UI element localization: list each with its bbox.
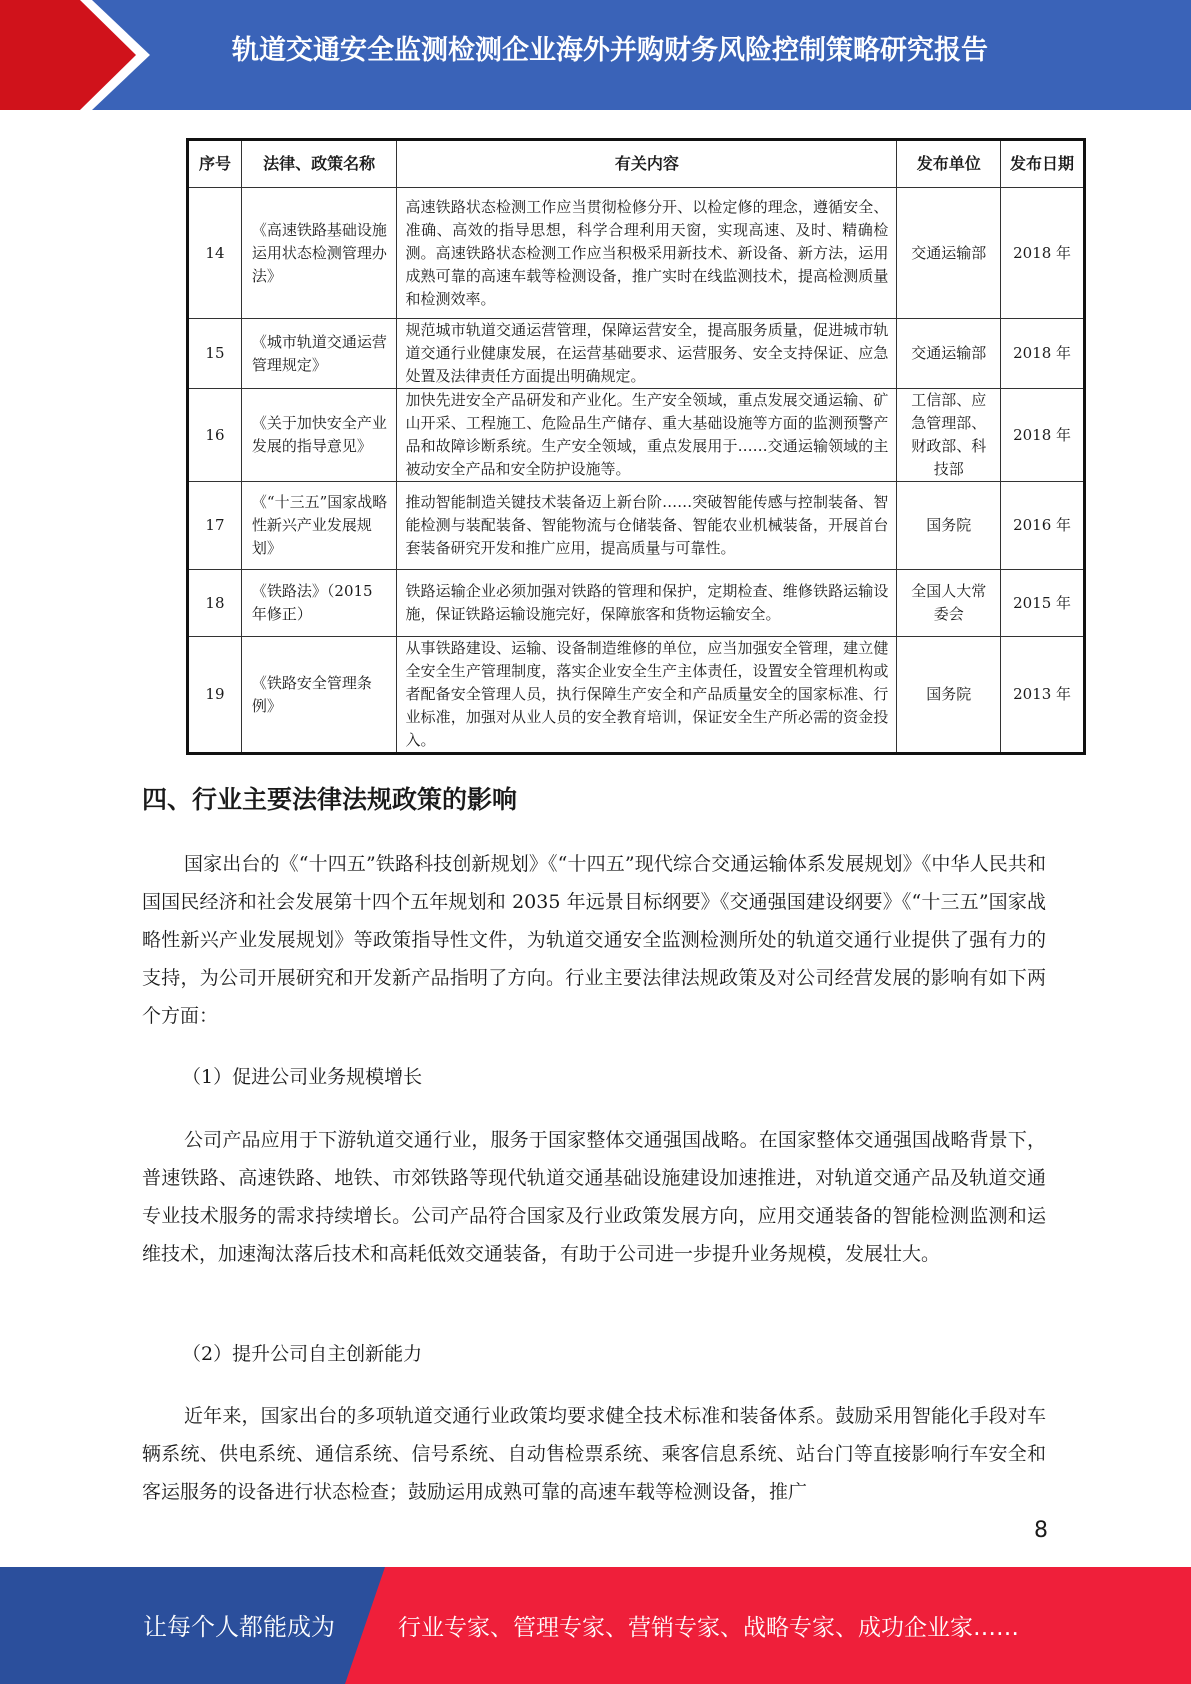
table-row <box>188 389 1085 482</box>
row-date: 2018 年 <box>1001 389 1085 482</box>
row-unit: 全国人大常委会 <box>897 570 1001 637</box>
row-unit: 工信部、应急管理部、财政部、科技部 <box>897 389 1001 482</box>
row-num: 16 <box>188 389 242 482</box>
row-content: 铁路运输企业必须加强对铁路的管理和保护，定期检查、维修铁路运输设施，保证铁路运输设施完好，保障旅客和货物运输安全。 <box>397 570 897 637</box>
paragraph-1: 国家出台的《“十四五”铁路科技创新规划》《“十四五”现代综合交通运输体系发展规划》《中华人民共和国国民经济和社会发展第十四个五年规划和 2035 年远景目标纲要》《交通强国建设纲要》《“十三五”国家战略性新兴产业发展规划》等政策指导性文件，为轨道交通安全监测检测所处的轨道交通行业提供了强有力的支持，为公司开展研究和开发新产品指明了方向。行业主要法律法规政策及对公司经营发展的影响有如下两个方面： <box>142 853 1046 1027</box>
row-content: 规范城市轨道交通运营管理，保障运营安全，提高服务质量，促进城市轨道交通行业健康发展，在运营基础要求、运营服务、安全支持保证、应急处置及法律责任方面提出明确规定。 <box>397 319 897 389</box>
table-row <box>188 188 1085 319</box>
row-name: 《“十三五”国家战略性新兴产业发展规划》 <box>241 482 397 570</box>
row-unit: 交通运输部 <box>897 188 1001 319</box>
table-row <box>188 637 1085 754</box>
table-row <box>188 319 1085 389</box>
page-number: 8 <box>1034 1518 1048 1543</box>
header-unit: 发布单位 <box>897 140 1001 188</box>
row-date: 2015 年 <box>1001 570 1085 637</box>
table-row <box>188 482 1085 570</box>
row-name: 《关于加快安全产业发展的指导意见》 <box>241 389 397 482</box>
row-num: 19 <box>188 637 242 754</box>
row-name: 《城市轨道交通运营管理规定》 <box>241 319 397 389</box>
header-date: 发布日期 <box>1001 140 1085 188</box>
paragraph-3: 近年来，国家出台的多项轨道交通行业政策均要求健全技术标准和装备体系。鼓励采用智能化手段对车辆系统、供电系统、通信系统、信号系统、自动售检票系统、乘客信息系统、站台门等直接影响行车安全和客运服务的设备进行状态检查；鼓励运用成熟可靠的高速车载等检测设备，推广 <box>142 1405 1046 1503</box>
report-title: 轨道交通安全监测检测企业海外并购财务风险控制策略研究报告 <box>232 35 988 66</box>
section-heading: 四、行业主要法律法规政策的影响 <box>142 785 518 814</box>
row-content: 推动智能制造关键技术装备迈上新台阶……突破智能传感与控制装备、智能检测与装配装备、智能物流与仓储装备、智能农业机械装备，开展首台套装备研究开发和推广应用，提高质量与可靠性。 <box>397 482 897 570</box>
row-num: 14 <box>188 188 242 319</box>
row-unit: 国务院 <box>897 482 1001 570</box>
row-content: 高速铁路状态检测工作应当贯彻检修分开、以检定修的理念，遵循安全、准确、高效的指导思想，科学合理利用天窗，实现高速、及时、精确检测。高速铁路状态检测工作应当积极采用新技术、新设备、新方法，运用成熟可靠的高速车载等检测设备，推广实时在线监测技术，提高检测质量和检测效率。 <box>397 188 897 319</box>
row-date: 2018 年 <box>1001 188 1085 319</box>
row-num: 15 <box>188 319 242 389</box>
header-chevron-red <box>0 0 140 110</box>
row-unit: 国务院 <box>897 637 1001 754</box>
subheading-1: （1）促进公司业务规模增长 <box>182 1066 423 1088</box>
row-content: 加快先进安全产品研发和产业化。生产安全领域，重点发展交通运输、矿山开采、工程施工、危险品生产储存、重大基础设施等方面的监测预警产品和故障诊断系统。生产安全领域，重点发展用于……交通运输领域的主被动安全产品和安全防护设施等。 <box>397 389 897 482</box>
table-row <box>188 570 1085 637</box>
row-date: 2013 年 <box>1001 637 1085 754</box>
footer-slogan-left: 让每个人都能成为 <box>143 1613 335 1641</box>
page-header <box>0 0 1191 110</box>
row-name: 《高速铁路基础设施运用状态检测管理办法》 <box>241 188 397 319</box>
row-content: 从事铁路建设、运输、设备制造维修的单位，应当加强安全管理，建立健全安全生产管理制度，落实企业安全生产主体责任，设置安全管理机构或者配备安全管理人员，执行保障生产安全和产品质量安全的国家标准、行业标准，加强对从业人员的安全教育培训，保证安全生产所必需的资金投入。 <box>397 637 897 754</box>
page-footer <box>0 1567 1191 1684</box>
paragraph-2: 公司产品应用于下游轨道交通行业，服务于国家整体交通强国战略。在国家整体交通强国战略背景下，普速铁路、高速铁路、地铁、市郊铁路等现代轨道交通基础设施建设加速推进，对轨道交通产品及轨道交通专业技术服务的需求持续增长。公司产品符合国家及行业政策发展方向，应用交通装备的智能检测监测和运维技术，加速淘汰落后技术和高耗低效交通装备，有助于公司进一步提升业务规模，发展壮大。 <box>142 1129 1046 1265</box>
header-content: 有关内容 <box>397 140 897 188</box>
row-unit: 交通运输部 <box>897 319 1001 389</box>
row-date: 2016 年 <box>1001 482 1085 570</box>
row-name: 《铁路法》（2015 年修正） <box>241 570 397 637</box>
row-num: 18 <box>188 570 242 637</box>
footer-slogan-right: 行业专家、管理专家、营销专家、战略专家、成功企业家…… <box>398 1615 1019 1641</box>
subheading-2: （2）提升公司自主创新能力 <box>182 1343 423 1365</box>
row-date: 2018 年 <box>1001 319 1085 389</box>
table-header-row <box>188 140 1085 188</box>
policy-table <box>186 138 1086 755</box>
header-name: 法律、政策名称 <box>241 140 397 188</box>
row-name: 《铁路安全管理条例》 <box>241 637 397 754</box>
header-num: 序号 <box>188 140 242 188</box>
row-num: 17 <box>188 482 242 570</box>
